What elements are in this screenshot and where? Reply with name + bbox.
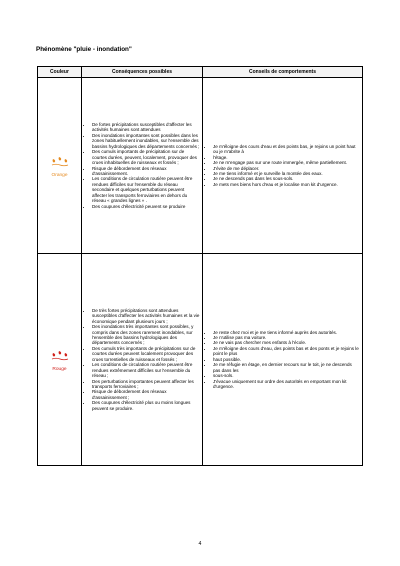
list-item: • Je ne descends pas dans les sous-sols.	[213, 176, 360, 181]
list-item: • Risque de débordement des réseaux d'assainissement.	[92, 166, 200, 177]
list-item: • Des coupures d'électricité plus ou moins longues peuvent se produire.	[92, 400, 200, 411]
list-item: • Je m'éloigne des cours d'eau et des points bas, je rejoins un point haut ou je m'abrite à	[213, 144, 360, 155]
list-item: • Les conditions de circulation routière peuvent être rendues extrêmement difficiles sur l'ensemble du réseau ;	[92, 362, 200, 378]
list-item: • Des cumuls très importants de précipitations sur de courtes durées peuvent localement provoquer des crues torrentielles de ruisseaux et fossés ;	[92, 346, 200, 362]
header-consequences: Conséquences possibles	[82, 67, 203, 78]
list-item: • Des inondations très importantes sont possibles, y compris dans des zones rarement inondables, sur l'ensemble des bassins hydrologiques des départements concernés ;	[92, 324, 200, 346]
list-item: • Je mets mes biens hors d'eau et je localise mon kit d'urgence.	[213, 182, 360, 187]
advice-cell-orange	[203, 78, 363, 254]
list-item: • Les conditions de circulation routière peuvent être rendues difficiles sur l'ensemble du réseau secondaire et quelques perturbations peuvent affecter les transports ferroviaires en dehors du réseau « grandes lignes » .	[92, 176, 200, 203]
list-item: • haut possible.	[213, 357, 360, 362]
table-header-row	[38, 67, 363, 78]
list-item: • Je me tiens informé et je surveille la montée des eaux.	[213, 171, 360, 176]
advice-cell-rouge	[203, 254, 363, 466]
list-item: • Des coupures d'électricité peuvent se produire	[92, 204, 200, 209]
list-item: • Je m'éloigne des cours d'eau, des points bas et des ponts et je rejoins le point le plus	[213, 346, 360, 357]
list-item: • De très fortes précipitations sont attendues susceptibles d'affecter les activités humaines et la vie économique pendant plusieurs jours ;	[92, 308, 200, 324]
table-row-orange	[38, 78, 363, 254]
list-item: • sous-sols.	[213, 373, 360, 378]
vigilance-table	[37, 66, 363, 466]
list-item: • Je ne vais pas chercher mes enfants à l'école.	[213, 340, 360, 345]
list-item: • De fortes précipitations susceptibles d'affecter les activités humaines sont attendues	[92, 122, 200, 133]
table-row-rouge	[38, 254, 363, 466]
rain-drops-icon	[51, 349, 69, 361]
list-item: • Des perturbations importantes peuvent affecter les transports ferroviaires ;	[92, 379, 200, 390]
page-title: Phénomène "pluie - inondation"	[36, 46, 132, 53]
header-couleur: Couleur	[38, 67, 82, 78]
rain-drops-icon	[51, 155, 69, 167]
list-item: • Des cumuls importants de précipitation sur de courtes durées, peuvent, localement, provoquer des crues inhabituelles de ruisseaux et fossés ;	[92, 149, 200, 165]
list-item: • J'évite de me déplacer.	[213, 166, 360, 171]
list-item: • Je ne m'engage pas sur une route immergée, même partiellement.	[213, 160, 360, 165]
list-item: • Je me réfugie en étage, en dernier recours sur le toit, je ne descends pas dans les	[213, 362, 360, 373]
color-cell-orange	[38, 78, 82, 254]
list-item: • Je reste chez moi et je me tiens informé auprès des autorités.	[213, 330, 360, 335]
page-number: 4	[198, 541, 202, 547]
list-item: • Risque de débordement des réseaux d'assainissement ;	[92, 389, 200, 400]
consequences-cell-orange	[82, 78, 203, 254]
list-item: • J'évacue uniquement sur ordre des autorités en emportant mon kit d'urgence.	[213, 379, 360, 390]
list-item: • Je n'utilise pas ma voiture.	[213, 335, 360, 340]
level-label-rouge: Rouge	[52, 366, 67, 372]
level-label-orange: Orange	[51, 172, 68, 178]
color-cell-rouge	[38, 254, 82, 466]
consequences-cell-rouge	[82, 254, 203, 466]
list-item: • l'étage.	[213, 155, 360, 160]
list-item: • Des inondations importantes sont possibles dans les zones habituellement inondables, sur l'ensemble des bassins hydrologiques des départements concernés ;	[92, 133, 200, 149]
header-conseils: Conseils de comportements	[203, 67, 363, 78]
